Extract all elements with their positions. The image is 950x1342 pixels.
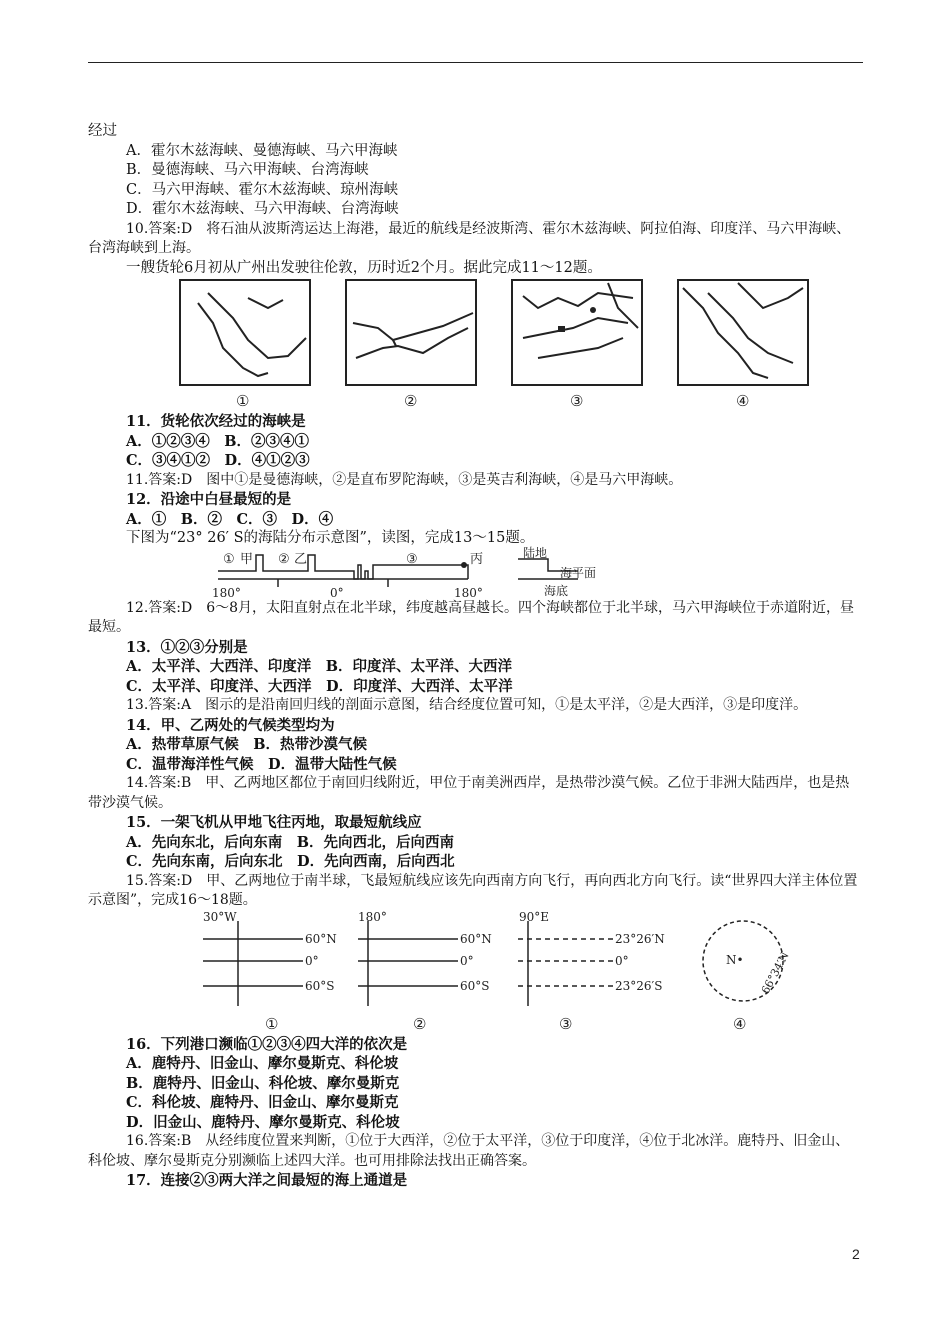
legend-land: 陆地 [523,545,548,560]
intro-13: 下图为“23° 26′ S的海陆分布示意图”，读图，完成13～15题。 [126,530,535,546]
land-sea-profile-figure [212,545,863,600]
question-12: 12．沿途中白昼最短的是 [126,491,292,508]
label-lon-0: 0° [330,585,344,600]
coast-line [198,303,268,376]
island-mark [590,307,596,313]
panel4-arctic-circle: 66°34′N [758,949,792,996]
label-jia: 甲 [240,551,254,567]
map-frame-2 [346,280,476,385]
question-13-options-ab: A．太平洋、大西洋、印度洋 B．印度洋、太平洋、大西洋 [126,658,513,675]
panel3-tropic-s: 23°26′S [615,978,663,993]
island-mark [558,326,565,332]
text-line: 经过 [88,123,117,139]
option-b: B．曼德海峡、马六甲海峡、台湾海峡 [126,162,369,178]
coast-line [353,313,473,340]
question-14-options-ab: A．热带草原气候 B．热带沙漠气候 [126,736,368,753]
label-yi: 乙 [294,551,308,567]
coast-line [738,283,803,308]
land-sea-profile-svg [212,545,778,600]
panel2-lat60s: 60°S [460,978,490,993]
answer-11: 11.答案:D 图中①是曼德海峡，②是直布罗陀海峡，③是英吉利海峡，④是马六甲海峡。 [126,471,683,488]
question-13: 13．①②③分别是 [126,638,248,656]
panel3-tropic-n: 23°26′N [615,931,665,946]
answer-15: 15.答案:D 甲、乙两地位于南半球，飞最短航线应该先向西南方向飞行，再向西北方向飞行。读“世界四大洋主体位置示意图”，完成16～18题。 [88,872,858,908]
question-15-options-cd: C．先向东南，后向东北 D．先向西南，后向西北 [126,853,455,870]
panel-label-3: ③ [559,1014,573,1033]
label-ocean-3: ③ [406,551,418,567]
question-11-options-ab: A．①②③④ B．②③④① [126,432,310,450]
panel4-pole: N• [726,952,744,967]
panel1-lon: 30°W [203,909,237,924]
map-label-2: ② [404,392,418,410]
answer-10: 10.答案:D 将石油从波斯湾运达上海港，最近的航线是经波斯湾、霍尔木兹海峡、阿拉伯海、印度洋、马六甲海峡、台湾海峡到上海。 [88,220,851,256]
panel3-lon: 90°E [519,909,550,924]
coast-line [356,328,468,358]
question-14: 14．甲、乙两处的气候类型均为 [126,716,335,734]
answer-14: 14.答案:B 甲、乙两地区都位于南回归线附近，甲位于南美洲西岸，是热带沙漠气候。乙位于非洲大陆西岸，也是热带沙漠气候。 [88,775,850,811]
question-11-options-cd: C．③④①② D．④①②③ [126,452,310,469]
question-14-options-cd: C．温带海洋性气候 D．温带大陆性气候 [126,755,397,773]
answer-12: 12.答案:D 6～8月，太阳直射点在北半球，纬度越高昼越长。四个海峡都位于北半球，马六甲海峡位于赤道附近，昼最短。 [88,599,855,635]
header-rule [88,62,863,63]
profile-line [218,555,468,579]
option-d: D．霍尔木兹海峡、马六甲海峡、台湾海峡 [126,201,399,217]
panel1-lat60n: 60°N [305,931,337,946]
label-ocean-2: ② [278,551,290,567]
panel-label-1: ① [265,1014,279,1033]
panel2-lat60n: 60°N [460,931,492,946]
coast-line [393,340,396,346]
page-number: 2 [852,1246,860,1262]
question-11: 11．货轮依次经过的海峡是 [126,413,306,430]
answer-16: 16.答案:B 从经纬度位置来判断，①位于大西洋，②位于太平洋，③位于印度洋，④位于北冰洋。鹿特丹、旧金山、科伦坡、摩尔曼斯克分别濒临上述四大洋。也可用排除法找出正确答案。 [88,1133,850,1169]
page-content [88,122,863,1191]
map-label-4: ④ [736,392,750,410]
question-16: 16．下列港口濒临①②③④四大洋的依次是 [126,1035,408,1053]
legend-floor: 海底 [544,583,569,598]
panel-label-2: ② [413,1014,427,1033]
intro-11: 一艘货轮6月初从广州出发驶往伦敦，历时近2个月。据此完成11～12题。 [126,259,602,276]
panel1-lat60s: 60°S [305,978,335,993]
label-bing: 丙 [470,551,484,567]
panel-label-4: ④ [733,1014,747,1033]
strait-maps-figure [178,278,863,412]
question-17: 17．连接②③两大洋之间最短的海上通道是 [126,1172,408,1189]
answer-13: 13.答案:A 图示的是沿南回归线的剖面示意图，结合经度位置可知，①是太平洋，②是大西洋，③是印度洋。 [126,697,808,713]
question-15-options-ab: A．先向东北，后向东南 B．先向西北，后向西南 [126,833,455,851]
panel2-lon: 180° [358,909,387,924]
city-dot [461,562,467,568]
label-lon-180e: 180° [454,585,483,600]
coast-line [523,318,628,338]
ocean-position-svg [203,911,803,1035]
ocean-position-figure [203,911,863,1035]
coast-line [538,338,623,358]
question-15: 15．一架飞机从甲地飞往丙地，取最短航线应 [126,814,422,831]
panel3-lat0: 0° [615,953,629,968]
map-label-1: ① [236,392,250,410]
legend-sea: 海平面 [560,565,597,580]
panel2-lat0: 0° [460,953,474,968]
strait-maps-svg [178,278,798,412]
question-16-option-a: A．鹿特丹、旧金山、摩尔曼斯克、科伦坡 [126,1055,399,1072]
map-label-3: ③ [570,392,584,410]
question-12-options: A．① B．② C．③ D．④ [126,510,334,528]
label-ocean-1: ① [223,551,235,567]
panel1-lat0: 0° [305,953,319,968]
option-a: A．霍尔木兹海峡、曼德海峡、马六甲海峡 [126,142,398,159]
question-16-option-b: B．鹿特丹、旧金山、科伦坡、摩尔曼斯克 [126,1074,400,1092]
question-16-option-c: C．科伦坡、鹿特丹、旧金山、摩尔曼斯克 [126,1094,399,1111]
option-c: C．马六甲海峡、霍尔木兹海峡、琼州海峡 [126,181,399,198]
question-13-options-cd: C．太平洋、印度洋、大西洋 D．印度洋、大西洋、太平洋 [126,677,513,695]
label-lon-180w: 180° [212,585,241,600]
coast-line [708,293,793,363]
coast-line [248,298,283,308]
question-16-option-d: D．旧金山、鹿特丹、摩尔曼斯克、科伦坡 [126,1113,400,1131]
